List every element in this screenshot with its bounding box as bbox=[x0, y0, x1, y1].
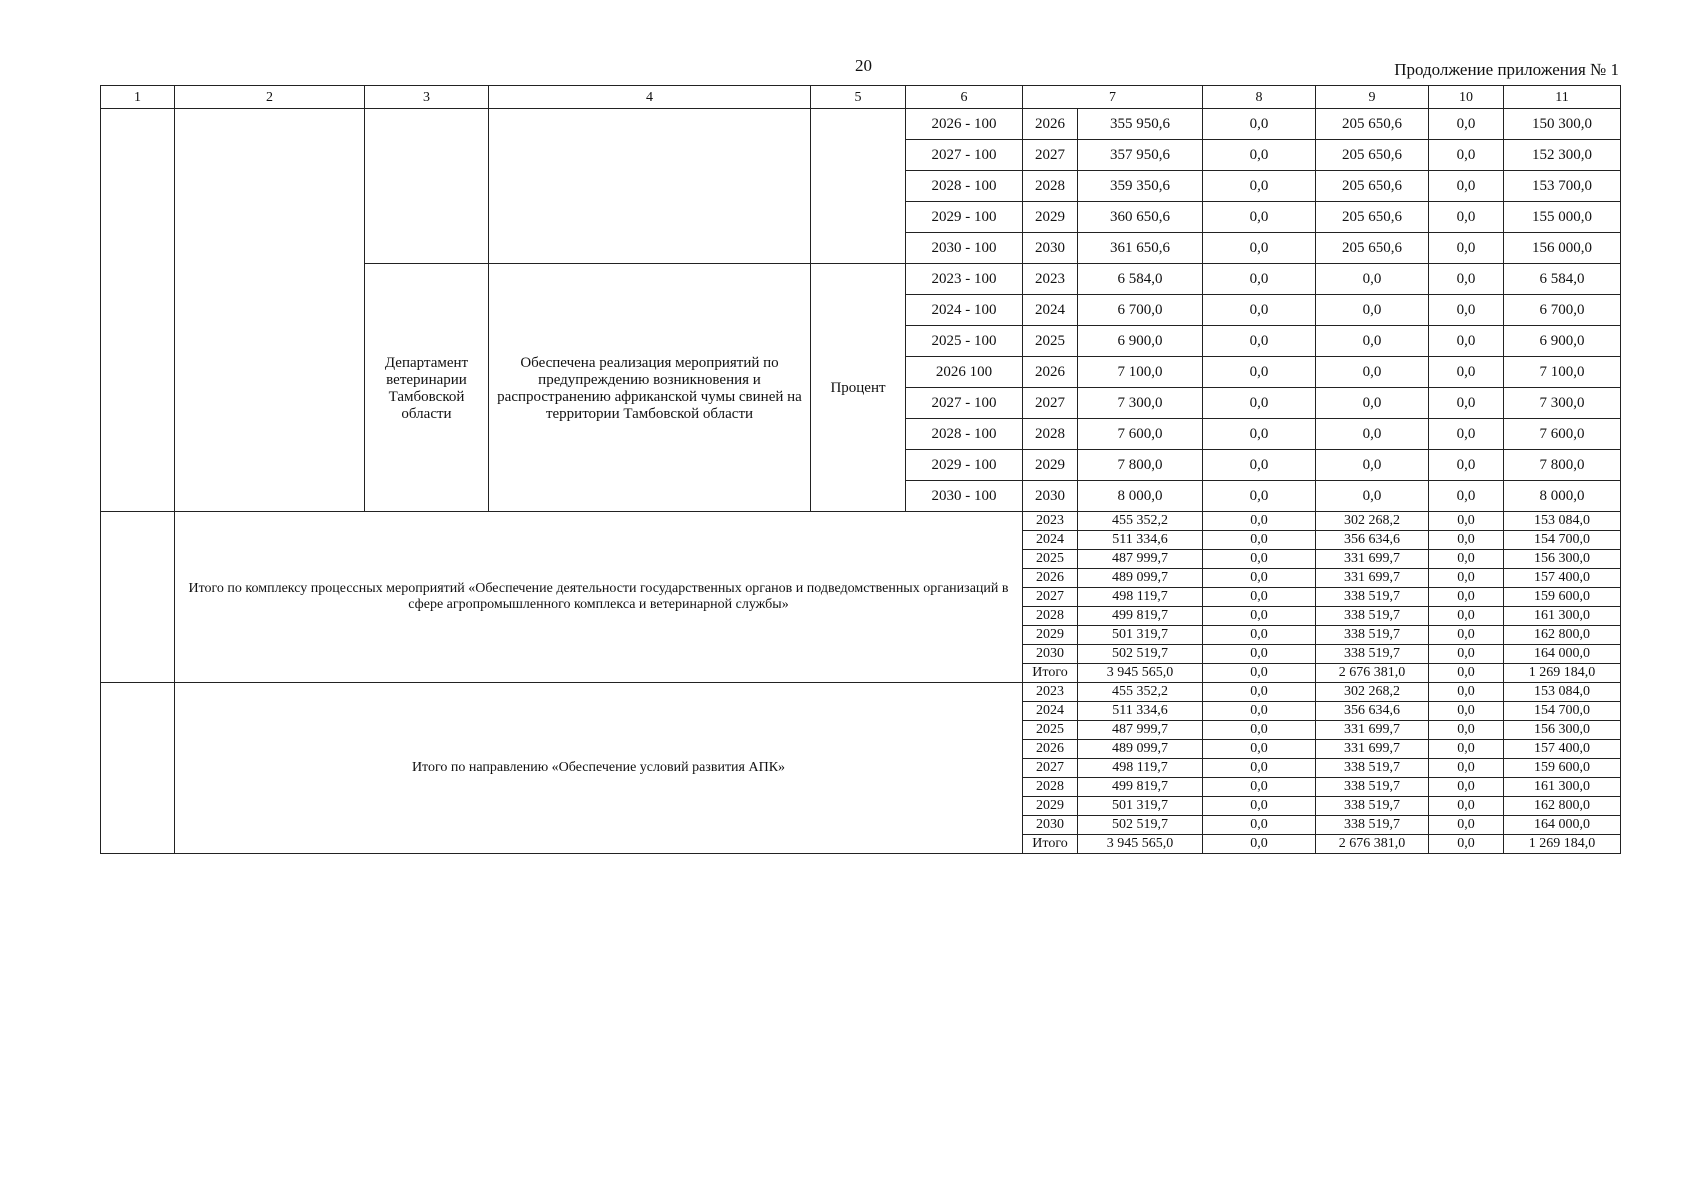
cell-col10: 0,0 bbox=[1429, 645, 1504, 664]
page-number: 20 bbox=[855, 56, 872, 75]
cell-col11: 152 300,0 bbox=[1504, 140, 1621, 171]
header-row bbox=[101, 86, 1621, 109]
cell-col9: 338 519,7 bbox=[1316, 797, 1429, 816]
cell-col7: 498 119,7 bbox=[1078, 588, 1203, 607]
cell-col8: 0,0 bbox=[1203, 140, 1316, 171]
cell-year: 2023 bbox=[1023, 683, 1078, 702]
cell-col7: 7 800,0 bbox=[1078, 450, 1203, 481]
cell-col9: 0,0 bbox=[1316, 295, 1429, 326]
cell-col10: 0,0 bbox=[1429, 816, 1504, 835]
cell-col7: 489 099,7 bbox=[1078, 740, 1203, 759]
cell-col7: 502 519,7 bbox=[1078, 816, 1203, 835]
cell-col10: 0,0 bbox=[1429, 588, 1504, 607]
cell-col7: 499 819,7 bbox=[1078, 607, 1203, 626]
cell-col7: 501 319,7 bbox=[1078, 797, 1203, 816]
cell-col8: 0,0 bbox=[1203, 109, 1316, 140]
cell-col11: 154 700,0 bbox=[1504, 702, 1621, 721]
cell-col10: 0,0 bbox=[1429, 264, 1504, 295]
header-col-7: 7 bbox=[1023, 86, 1203, 109]
cell-col9: 2 676 381,0 bbox=[1316, 835, 1429, 854]
cell-col9: 302 268,2 bbox=[1316, 683, 1429, 702]
cell-year: 2029 bbox=[1023, 450, 1078, 481]
cell-col10: 0,0 bbox=[1429, 626, 1504, 645]
cell-year: 2027 bbox=[1023, 588, 1078, 607]
cell-col10: 0,0 bbox=[1429, 419, 1504, 450]
cell-col8: 0,0 bbox=[1203, 264, 1316, 295]
cell-col1-empty bbox=[101, 109, 175, 512]
cell-col7: 7 100,0 bbox=[1078, 357, 1203, 388]
cell-col8: 0,0 bbox=[1203, 202, 1316, 233]
cell-col9: 338 519,7 bbox=[1316, 759, 1429, 778]
cell-col8: 0,0 bbox=[1203, 588, 1316, 607]
cell-col8: 0,0 bbox=[1203, 626, 1316, 645]
cell-col10: 0,0 bbox=[1429, 797, 1504, 816]
cell-col1-empty bbox=[101, 512, 175, 683]
cell-col11: 6 900,0 bbox=[1504, 326, 1621, 357]
cell-col8: 0,0 bbox=[1203, 326, 1316, 357]
cell-col8: 0,0 bbox=[1203, 759, 1316, 778]
cell-col4-empty bbox=[489, 109, 811, 264]
cell-year: 2028 bbox=[1023, 419, 1078, 450]
cell-col9: 2 676 381,0 bbox=[1316, 664, 1429, 683]
cell-year: 2023 bbox=[1023, 264, 1078, 295]
cell-col7: 502 519,7 bbox=[1078, 645, 1203, 664]
cell-col9: 0,0 bbox=[1316, 481, 1429, 512]
cell-col9: 0,0 bbox=[1316, 264, 1429, 295]
cell-col11: 150 300,0 bbox=[1504, 109, 1621, 140]
cell-col11: 7 100,0 bbox=[1504, 357, 1621, 388]
cell-col6: 2028 - 100 bbox=[906, 171, 1023, 202]
header-col-10: 10 bbox=[1429, 86, 1504, 109]
cell-year: 2027 bbox=[1023, 388, 1078, 419]
cell-col9: 338 519,7 bbox=[1316, 645, 1429, 664]
cell-col11: 7 600,0 bbox=[1504, 419, 1621, 450]
cell-col2-empty bbox=[175, 109, 365, 512]
cell-col8: 0,0 bbox=[1203, 233, 1316, 264]
cell-year: 2027 bbox=[1023, 140, 1078, 171]
cell-year: 2023 bbox=[1023, 512, 1078, 531]
cell-col9: 205 650,6 bbox=[1316, 233, 1429, 264]
cell-col7: 357 950,6 bbox=[1078, 140, 1203, 171]
cell-col11: 164 000,0 bbox=[1504, 816, 1621, 835]
cell-year: 2024 bbox=[1023, 531, 1078, 550]
financing-table bbox=[100, 85, 1621, 854]
cell-col8: 0,0 bbox=[1203, 357, 1316, 388]
cell-col6: 2027 - 100 bbox=[906, 388, 1023, 419]
cell-year: 2029 bbox=[1023, 797, 1078, 816]
cell-col10: 0,0 bbox=[1429, 607, 1504, 626]
cell-col11: 162 800,0 bbox=[1504, 626, 1621, 645]
cell-col8: 0,0 bbox=[1203, 740, 1316, 759]
summary-row bbox=[101, 512, 1621, 531]
cell-col7: 489 099,7 bbox=[1078, 569, 1203, 588]
cell-col11: 6 584,0 bbox=[1504, 264, 1621, 295]
cell-col7: 6 700,0 bbox=[1078, 295, 1203, 326]
cell-col10: 0,0 bbox=[1429, 233, 1504, 264]
cell-year: 2026 bbox=[1023, 109, 1078, 140]
cell-col7: 487 999,7 bbox=[1078, 721, 1203, 740]
cell-col10: 0,0 bbox=[1429, 326, 1504, 357]
cell-col8: 0,0 bbox=[1203, 419, 1316, 450]
cell-col9: 338 519,7 bbox=[1316, 588, 1429, 607]
cell-col7: 3 945 565,0 bbox=[1078, 835, 1203, 854]
cell-col9: 338 519,7 bbox=[1316, 607, 1429, 626]
cell-col9: 0,0 bbox=[1316, 357, 1429, 388]
cell-col7: 360 650,6 bbox=[1078, 202, 1203, 233]
header-col-6: 6 bbox=[906, 86, 1023, 109]
cell-col10: 0,0 bbox=[1429, 531, 1504, 550]
cell-col10: 0,0 bbox=[1429, 664, 1504, 683]
cell-col6: 2023 - 100 bbox=[906, 264, 1023, 295]
cell-col8: 0,0 bbox=[1203, 550, 1316, 569]
cell-col8: 0,0 bbox=[1203, 481, 1316, 512]
cell-col7: 511 334,6 bbox=[1078, 702, 1203, 721]
cell-col10: 0,0 bbox=[1429, 171, 1504, 202]
cell-col7: 455 352,2 bbox=[1078, 512, 1203, 531]
cell-col7: 359 350,6 bbox=[1078, 171, 1203, 202]
header-col-5: 5 bbox=[811, 86, 906, 109]
cell-col8: 0,0 bbox=[1203, 171, 1316, 202]
cell-col11: 161 300,0 bbox=[1504, 778, 1621, 797]
cell-col8: 0,0 bbox=[1203, 388, 1316, 419]
cell-year: Итого bbox=[1023, 835, 1078, 854]
cell-year: 2024 bbox=[1023, 295, 1078, 326]
summary-complex-label: Итого по комплексу процессных мероприятий «Обеспечение деятельности государственных органов и подведомственных организаций в сфере агропромышленного комплекса и ветеринарной службы» bbox=[175, 512, 1023, 683]
cell-year: 2030 bbox=[1023, 816, 1078, 835]
cell-col6: 2029 - 100 bbox=[906, 450, 1023, 481]
cell-col9: 302 268,2 bbox=[1316, 512, 1429, 531]
summary-direction-label: Итого по направлению «Обеспечение условий развития АПК» bbox=[175, 683, 1023, 854]
cell-col8: 0,0 bbox=[1203, 816, 1316, 835]
table-body bbox=[101, 86, 1621, 854]
cell-year: 2030 bbox=[1023, 645, 1078, 664]
cell-col8: 0,0 bbox=[1203, 721, 1316, 740]
cell-year: 2026 bbox=[1023, 357, 1078, 388]
cell-col11: 1 269 184,0 bbox=[1504, 835, 1621, 854]
cell-col7: 355 950,6 bbox=[1078, 109, 1203, 140]
cell-col11: 153 084,0 bbox=[1504, 683, 1621, 702]
cell-col6: 2026 100 bbox=[906, 357, 1023, 388]
cell-col10: 0,0 bbox=[1429, 569, 1504, 588]
cell-col7: 455 352,2 bbox=[1078, 683, 1203, 702]
cell-col7: 501 319,7 bbox=[1078, 626, 1203, 645]
cell-col6: 2029 - 100 bbox=[906, 202, 1023, 233]
cell-col6: 2025 - 100 bbox=[906, 326, 1023, 357]
cell-col11: 153 084,0 bbox=[1504, 512, 1621, 531]
cell-col11: 1 269 184,0 bbox=[1504, 664, 1621, 683]
cell-col11: 156 000,0 bbox=[1504, 233, 1621, 264]
cell-year: 2026 bbox=[1023, 740, 1078, 759]
cell-col8: 0,0 bbox=[1203, 664, 1316, 683]
cell-year: 2025 bbox=[1023, 721, 1078, 740]
header-col-11: 11 bbox=[1504, 86, 1621, 109]
cell-col1-empty bbox=[101, 683, 175, 854]
cell-col7: 8 000,0 bbox=[1078, 481, 1203, 512]
cell-col8: 0,0 bbox=[1203, 450, 1316, 481]
cell-col8: 0,0 bbox=[1203, 645, 1316, 664]
cell-year: 2025 bbox=[1023, 550, 1078, 569]
cell-col9: 338 519,7 bbox=[1316, 626, 1429, 645]
cell-year: 2026 bbox=[1023, 569, 1078, 588]
cell-col7: 7 300,0 bbox=[1078, 388, 1203, 419]
cell-col8: 0,0 bbox=[1203, 531, 1316, 550]
cell-col11: 6 700,0 bbox=[1504, 295, 1621, 326]
cell-col7: 499 819,7 bbox=[1078, 778, 1203, 797]
cell-col10: 0,0 bbox=[1429, 202, 1504, 233]
cell-col9: 0,0 bbox=[1316, 450, 1429, 481]
cell-year: 2027 bbox=[1023, 759, 1078, 778]
cell-col8: 0,0 bbox=[1203, 569, 1316, 588]
header-col-3: 3 bbox=[365, 86, 489, 109]
cell-col6: 2030 - 100 bbox=[906, 481, 1023, 512]
cell-year: 2028 bbox=[1023, 607, 1078, 626]
cell-col7: 487 999,7 bbox=[1078, 550, 1203, 569]
cell-col7: 511 334,6 bbox=[1078, 531, 1203, 550]
cell-col9: 356 634,6 bbox=[1316, 702, 1429, 721]
cell-year: 2029 bbox=[1023, 626, 1078, 645]
cell-col8: 0,0 bbox=[1203, 835, 1316, 854]
cell-year: Итого bbox=[1023, 664, 1078, 683]
cell-col9: 205 650,6 bbox=[1316, 171, 1429, 202]
cell-col11: 7 800,0 bbox=[1504, 450, 1621, 481]
cell-year: 2030 bbox=[1023, 233, 1078, 264]
cell-col11: 153 700,0 bbox=[1504, 171, 1621, 202]
header-col-8: 8 bbox=[1203, 86, 1316, 109]
cell-col11: 159 600,0 bbox=[1504, 588, 1621, 607]
cell-col10: 0,0 bbox=[1429, 721, 1504, 740]
cell-col11: 154 700,0 bbox=[1504, 531, 1621, 550]
cell-col11: 156 300,0 bbox=[1504, 721, 1621, 740]
cell-col7: 361 650,6 bbox=[1078, 233, 1203, 264]
cell-col11: 155 000,0 bbox=[1504, 202, 1621, 233]
cell-col10: 0,0 bbox=[1429, 140, 1504, 171]
cell-col8: 0,0 bbox=[1203, 702, 1316, 721]
cell-col9: 205 650,6 bbox=[1316, 109, 1429, 140]
cell-col10: 0,0 bbox=[1429, 835, 1504, 854]
cell-col9: 0,0 bbox=[1316, 326, 1429, 357]
cell-col7: 6 584,0 bbox=[1078, 264, 1203, 295]
cell-col5-empty bbox=[811, 109, 906, 264]
cell-col8: 0,0 bbox=[1203, 295, 1316, 326]
header-col-9: 9 bbox=[1316, 86, 1429, 109]
cell-col8: 0,0 bbox=[1203, 607, 1316, 626]
cell-col6: 2028 - 100 bbox=[906, 419, 1023, 450]
cell-col6: 2030 - 100 bbox=[906, 233, 1023, 264]
header-col-2: 2 bbox=[175, 86, 365, 109]
cell-col9: 338 519,7 bbox=[1316, 778, 1429, 797]
cell-col11: 162 800,0 bbox=[1504, 797, 1621, 816]
cell-col6: 2026 - 100 bbox=[906, 109, 1023, 140]
table-row bbox=[101, 109, 1621, 140]
department-cell: Департамент ветеринарии Тамбовской области bbox=[365, 264, 489, 512]
cell-col10: 0,0 bbox=[1429, 388, 1504, 419]
appendix-continuation-note: Продолжение приложения № 1 bbox=[1394, 60, 1619, 79]
cell-col9: 331 699,7 bbox=[1316, 569, 1429, 588]
unit-cell: Процент bbox=[811, 264, 906, 512]
header-col-4: 4 bbox=[489, 86, 811, 109]
cell-col8: 0,0 bbox=[1203, 778, 1316, 797]
cell-col10: 0,0 bbox=[1429, 759, 1504, 778]
activity-cell: Обеспечена реализация мероприятий по предупреждению возникновения и распространению африканской чумы свиней на территории Тамбовской области bbox=[489, 264, 811, 512]
cell-col10: 0,0 bbox=[1429, 740, 1504, 759]
cell-col10: 0,0 bbox=[1429, 512, 1504, 531]
cell-col8: 0,0 bbox=[1203, 797, 1316, 816]
cell-col10: 0,0 bbox=[1429, 778, 1504, 797]
cell-col7: 7 600,0 bbox=[1078, 419, 1203, 450]
cell-col9: 205 650,6 bbox=[1316, 202, 1429, 233]
cell-col9: 0,0 bbox=[1316, 388, 1429, 419]
header-col-1: 1 bbox=[101, 86, 175, 109]
cell-col11: 8 000,0 bbox=[1504, 481, 1621, 512]
cell-col11: 7 300,0 bbox=[1504, 388, 1621, 419]
cell-col9: 331 699,7 bbox=[1316, 550, 1429, 569]
cell-col10: 0,0 bbox=[1429, 109, 1504, 140]
cell-col6: 2024 - 100 bbox=[906, 295, 1023, 326]
cell-col11: 164 000,0 bbox=[1504, 645, 1621, 664]
cell-col11: 161 300,0 bbox=[1504, 607, 1621, 626]
cell-col10: 0,0 bbox=[1429, 481, 1504, 512]
cell-col6: 2027 - 100 bbox=[906, 140, 1023, 171]
cell-col7: 6 900,0 bbox=[1078, 326, 1203, 357]
cell-col11: 157 400,0 bbox=[1504, 569, 1621, 588]
cell-col9: 0,0 bbox=[1316, 419, 1429, 450]
summary-row bbox=[101, 683, 1621, 702]
cell-col11: 157 400,0 bbox=[1504, 740, 1621, 759]
cell-col8: 0,0 bbox=[1203, 683, 1316, 702]
cell-col10: 0,0 bbox=[1429, 450, 1504, 481]
cell-col10: 0,0 bbox=[1429, 683, 1504, 702]
cell-year: 2029 bbox=[1023, 202, 1078, 233]
cell-year: 2028 bbox=[1023, 778, 1078, 797]
cell-col10: 0,0 bbox=[1429, 357, 1504, 388]
cell-year: 2024 bbox=[1023, 702, 1078, 721]
cell-col9: 205 650,6 bbox=[1316, 140, 1429, 171]
cell-col7: 498 119,7 bbox=[1078, 759, 1203, 778]
cell-col11: 156 300,0 bbox=[1504, 550, 1621, 569]
cell-year: 2025 bbox=[1023, 326, 1078, 357]
cell-col9: 338 519,7 bbox=[1316, 816, 1429, 835]
cell-col3-empty bbox=[365, 109, 489, 264]
cell-col9: 331 699,7 bbox=[1316, 740, 1429, 759]
cell-col8: 0,0 bbox=[1203, 512, 1316, 531]
cell-col7: 3 945 565,0 bbox=[1078, 664, 1203, 683]
cell-col10: 0,0 bbox=[1429, 295, 1504, 326]
cell-col9: 331 699,7 bbox=[1316, 721, 1429, 740]
cell-year: 2028 bbox=[1023, 171, 1078, 202]
cell-col10: 0,0 bbox=[1429, 550, 1504, 569]
cell-year: 2030 bbox=[1023, 481, 1078, 512]
cell-col11: 159 600,0 bbox=[1504, 759, 1621, 778]
cell-col10: 0,0 bbox=[1429, 702, 1504, 721]
cell-col9: 356 634,6 bbox=[1316, 531, 1429, 550]
